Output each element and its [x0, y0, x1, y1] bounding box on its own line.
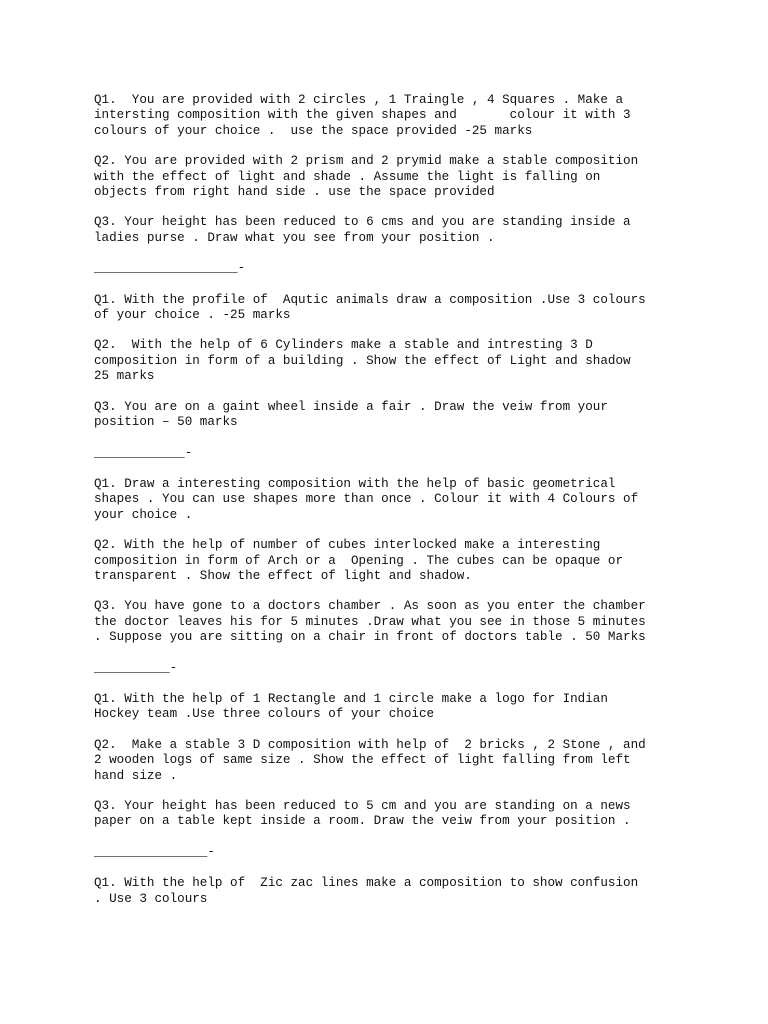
question-section [94, 692, 694, 860]
question-text: Q1. You are provided with 2 circles , 1 Traingle , 4 Squares . Make a intersting composition with the given shapes and colour it with 3 colours of your choice . use the space provided -25 marks [94, 93, 631, 138]
section-separator: ___________________- [94, 261, 246, 276]
question-text: Q3. You have gone to a doctors chamber . As soon as you enter the chamber the doctor leaves his for 5 minutes .Draw what you see in those 5 minutes . Suppose you are sitting on a chair in front of doctors table . 50 Marks [94, 599, 646, 645]
question-text: Q1. With the help of 1 Rectangle and 1 circle make a logo for Indian Hockey team .Use three colours of your choice [94, 691, 608, 722]
question-text: Q3. You are on a gaint wheel inside a fair . Draw the veiw from your position – 50 marks [94, 399, 608, 430]
section-separator: __________- [94, 660, 178, 675]
question-text: Q1. With the profile of Aqutic animals draw a composition .Use 3 colours of your choice . -25 marks [94, 292, 646, 323]
question-section [94, 293, 694, 461]
section-separator: ____________- [94, 445, 193, 460]
question-section [94, 477, 694, 676]
question-text: Q2. Make a stable 3 D composition with help of 2 bricks , 2 Stone , and 2 wooden logs of same size . Show the effect of light falling from left hand size . [94, 737, 646, 783]
question-text: Q2. With the help of number of cubes interlocked make a interesting composition in form of Arch or a Opening . The cubes can be opaque or transparent . Show the effect of light and shadow. [94, 538, 624, 583]
question-text: Q2. You are provided with 2 prism and 2 prymid make a stable composition with the effect of light and shade . Assume the light is falling on objects from right hand side . use the space provided [94, 154, 639, 200]
question-text: Q1. With the help of Zic zac lines make a composition to show confusion . Use 3 colours [94, 876, 639, 906]
question-section [94, 93, 694, 277]
question-text: Q3. Your height has been reduced to 6 cms and you are standing inside a ladies purse . Draw what you see from your position . [94, 215, 631, 245]
question-text: Q3. Your height has been reduced to 5 cm and you are standing on a news paper on a table kept inside a room. Draw the veiw from your position . [94, 799, 631, 829]
question-section [94, 876, 694, 907]
question-text: Q2. With the help of 6 Cylinders make a stable and intresting 3 D composition in form of a building . Show the effect of Light and shadow 25 marks [94, 338, 631, 384]
section-separator: _______________- [94, 844, 215, 859]
question-text: Q1. Draw a interesting composition with the help of basic geometrical shapes . You can use shapes more than once . Colour it with 4 Colours of your choice . [94, 476, 639, 522]
document-page [94, 93, 694, 922]
